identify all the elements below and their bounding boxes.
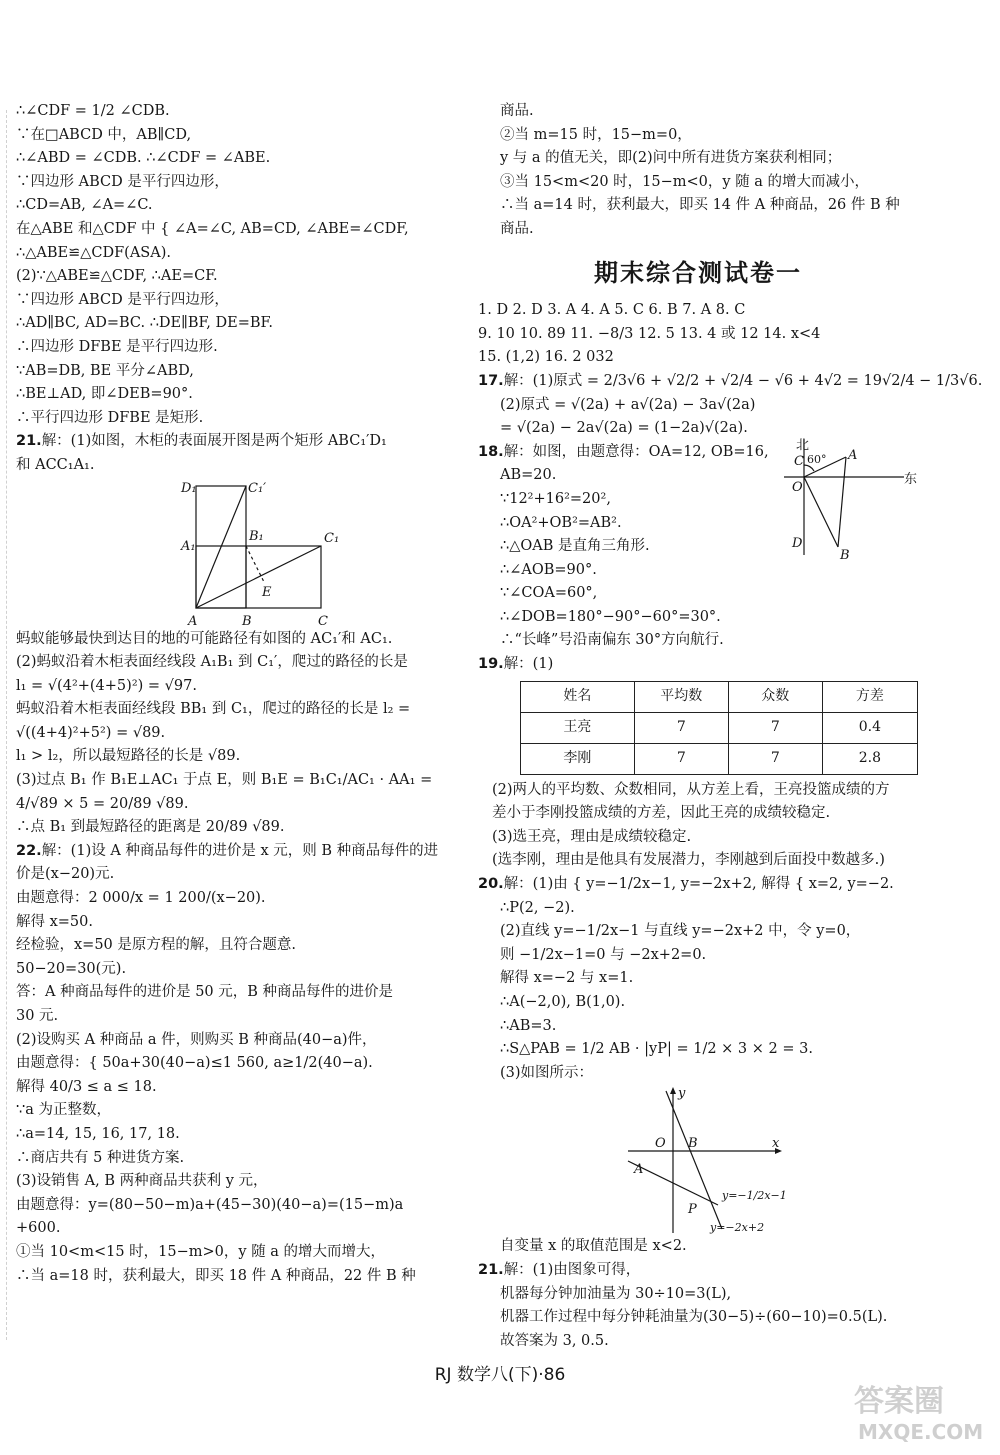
figure-label: C₁′ [248, 480, 267, 496]
text-line: 由题意得：2 000/x = 1 200/(x−20). [16, 890, 266, 907]
text-line: 由题意得：{ 50a+30(40−a)≤1 560, a≥1/2(40−a). [16, 1055, 373, 1072]
text-line: ∴△OAB 是直角三角形. [500, 538, 650, 555]
figure-label: y=−2x+2 [710, 1221, 765, 1235]
text-line: (2)两人的平均数、众数相同，从方差上看，王亮投篮成绩的方 [492, 781, 890, 798]
text-line: y 与 a 的值无关，即(2)问中所有进货方案获利相同； [500, 150, 842, 167]
text-line: 机器工作过程中每分钟耗油量为(30−5)÷(60−10)=0.5(L). [500, 1309, 888, 1326]
text-line: AB=20. [500, 467, 557, 484]
text-line: ∵∠COA=60°, [500, 585, 598, 602]
text-line: (2)∵△ABE≌△CDF, ∴AE=CF. [16, 268, 218, 285]
table-cell: 王亮 [521, 712, 635, 743]
table-header: 方差 [822, 681, 917, 712]
text-line: ∴OA²+OB²=AB². [500, 514, 622, 531]
text-line: (3)如图所示： [500, 1064, 594, 1081]
text-line: ∴S△PAB = 1/2 AB · |yP| = 1/2 × 3 × 2 = 3. [500, 1041, 813, 1058]
text-line: 经检验，x=50 是原方程的解，且符合题意. [16, 937, 296, 954]
question-number: 20. [478, 876, 504, 893]
figure-label: A [188, 613, 198, 629]
figure-label: A [848, 447, 858, 463]
question-number: 18. [478, 443, 504, 460]
text-line: ∵12²+16²=20², [500, 490, 611, 507]
text-line: l₁ = √(4²+(4+5)²) = √97. [16, 677, 197, 694]
text-line: (2)设购买 A 种商品 a 件，则购买 B 种商品(40−a)件， [16, 1031, 377, 1048]
text-line: ∴点 B₁ 到最短路径的距离是 20/89 √89. [16, 819, 285, 836]
question-21 [16, 430, 462, 454]
answer-line: 15. (1,2) 16. 2 032 [478, 349, 614, 366]
text-line: 解得 40/3 ≤ a ≤ 18. [16, 1078, 157, 1095]
table-cell: 0.4 [822, 712, 917, 743]
text-line: √((4+4)²+5²) = √89. [16, 724, 166, 741]
text-line: ∵四边形 ABCD 是平行四边形， [16, 291, 229, 308]
watermark-text: 答案圈 [854, 1384, 944, 1419]
text-line: 商品. [500, 220, 534, 237]
text-line: ∴∠DOB=180°−90°−60°=30°. [500, 608, 721, 625]
text-line: (3)选王亮，理由是成绩较稳定. [492, 828, 692, 845]
text-line: ∴△ABE≌△CDF(ASA). [16, 244, 171, 261]
question-18-block [478, 437, 918, 653]
text-line: 解：(1) [503, 656, 554, 673]
text-line: ∴AD∥BC, AD=BC. ∴DE∥BF, DE=BF. [16, 315, 273, 332]
text-line: ∵在□ABCD 中，AB∥CD, [16, 126, 192, 143]
table-row [521, 743, 918, 774]
table-header: 众数 [728, 681, 822, 712]
figure-label: 60° [807, 452, 827, 466]
text-line: 和 ACC₁A₁. [16, 456, 95, 473]
question-number: 19. [478, 656, 504, 673]
question-22 [16, 840, 462, 864]
text-line: ∴“长峰”号沿南偏东 30°方向航行. [500, 632, 724, 649]
text-line: = √(2a) − 2a√(2a) = (1−2a)√(2a). [500, 420, 748, 437]
text-line: 解：如图，由题意得：OA=12, OB=16, [503, 443, 769, 460]
text-line: ∴AB=3. [500, 1017, 557, 1034]
linear-functions-graph [478, 1085, 918, 1235]
binding-margin-line [6, 110, 9, 1340]
figure-label: D₁ [181, 480, 197, 496]
figure-label: B [688, 1136, 698, 1152]
text-line: 30 元. [16, 1008, 59, 1024]
text-line: 则 −1/2x−1=0 与 −2x+2=0. [500, 946, 707, 963]
text-line: ∴四边形 DFBE 是平行四边形. [16, 338, 218, 355]
question-number: 22. [16, 842, 42, 859]
text-line: 价是(x−20)元. [16, 866, 115, 883]
figure-label: P [688, 1202, 697, 1218]
left-column [16, 100, 462, 1288]
text-line: 故答案为 3, 0.5. [500, 1332, 609, 1349]
navigation-figure [776, 435, 926, 565]
text-line: 4/√89 × 5 = 20/89 √89. [16, 795, 189, 812]
text-line: 解：(1)设 A 种商品每件的进价是 x 元，则 B 种商品每件的进 [41, 842, 439, 859]
text-line: +600. [16, 1220, 61, 1237]
figure-label: E [262, 584, 272, 600]
text-line: ∴CD=AB, ∠A=∠C. [16, 197, 153, 214]
figure-label: A₁ [181, 538, 196, 554]
figure-label: A [634, 1162, 644, 1178]
shooting-stats-table [520, 681, 918, 775]
watermark-logo [840, 1372, 990, 1452]
figure-label: B [242, 613, 252, 629]
text-line: (3)过点 B₁ 作 B₁E⊥AC₁ 于点 E，则 B₁E = B₁C₁/AC₁ · AA₁ = [16, 772, 433, 789]
figure-label: y [678, 1086, 686, 1102]
text-line: ②当 m=15 时，15−m=0， [500, 126, 692, 143]
table-cell: 7 [728, 712, 822, 743]
text-line: (2)蚂蚁沿着木柜表面经线段 A₁B₁ 到 C₁′，爬过的路径的长是 [16, 654, 408, 671]
figure-label: C [318, 613, 328, 629]
figure-label: B₁ [249, 528, 264, 544]
text-line: ∴平行四边形 DFBE 是矩形. [16, 409, 204, 426]
text-line: 蚂蚁能够最快到达目的地的可能路径有如图的 AC₁′和 AC₁. [16, 630, 393, 647]
text-line: ③当 15<m<20 时，15−m<0，y 随 a 的增大而减小， [500, 173, 870, 190]
figure-label: B [840, 547, 850, 563]
table-cell: 7 [634, 743, 728, 774]
text-line: l₁ > l₂，所以最短路径的长是 √89. [16, 748, 241, 765]
figure-label: y=−1/2x−1 [722, 1189, 787, 1203]
question-number: 21. [16, 433, 42, 450]
text-line: 由题意得：y=(80−50−m)a+(45−30)(40−a)=(15−m)a [16, 1196, 404, 1213]
table-header: 平均数 [634, 681, 728, 712]
table-cell: 7 [728, 743, 822, 774]
text-line: 在△ABE 和△CDF 中 { ∠A=∠C, AB=CD, ∠ABE=∠CDF, [16, 220, 409, 237]
text-line: ∴BE⊥AD, 即∠DEB=90°. [16, 386, 193, 403]
question-number: 21. [478, 1261, 504, 1278]
text-line: ∴∠ABD = ∠CDB. ∴∠CDF = ∠ABE. [16, 150, 271, 167]
text-line: ①当 10<m<15 时，15−m>0，y 随 a 的增大而增大， [16, 1243, 386, 1260]
text-line: ∴当 a=14 时，获利最大，即买 14 件 A 种商品，26 件 B 种 [500, 197, 900, 214]
text-line: ∴商店共有 5 种进货方案. [16, 1149, 185, 1166]
figure-label: C₁ [324, 530, 340, 546]
text-line: (选李刚，理由是他具有发展潜力，李刚越到后面投中数越多.) [492, 852, 885, 869]
question-17 [478, 370, 983, 394]
question-number: 17. [478, 372, 504, 389]
text-line: (2)直线 y=−1/2x−1 与直线 y=−2x+2 中，令 y=0， [500, 923, 861, 940]
answer-line: 1. D 2. D 3. A 4. A 5. C 6. B 7. A 8. C [478, 302, 746, 319]
text-line: 50−20=30(元). [16, 960, 127, 977]
text-line: ∵四边形 ABCD 是平行四边形， [16, 173, 229, 190]
text-line: 解得 x=−2 与 x=1. [500, 970, 634, 987]
text-line: 解：(1)如图，木柜的表面展开图是两个矩形 ABC₁′D₁ [41, 433, 387, 450]
text-line: 机器每分钟加油量为 30÷10=3(L), [500, 1285, 732, 1302]
figure-label: 东 [904, 471, 918, 487]
question-21 [478, 1259, 918, 1283]
text-line: ∵AB=DB, BE 平分∠ABD, [16, 362, 194, 379]
figure-label: D [792, 535, 803, 551]
text-line: 商品. [500, 103, 534, 119]
text-line: ∴∠CDF = 1/2 ∠CDB. [16, 103, 170, 119]
figure-label: O [655, 1136, 666, 1152]
text-line: ∴∠AOB=90°. [500, 561, 597, 578]
text-line: (3)设销售 A, B 两种商品共获利 y 元， [16, 1173, 268, 1190]
table-row [521, 712, 918, 743]
text-line: ∴A(−2,0), B(1,0). [500, 994, 626, 1010]
page-footer: RJ 数学八(下)·86 [434, 1365, 566, 1385]
text-line: 解：(1)原式 = 2/3√6 + √2/2 + √2/4 − √6 + 4√2 = 19√2/4 − 1/3√6. [503, 372, 983, 389]
answer-line: 9. 10 10. 89 11. −8/3 12. 5 13. 4 或 12 14. x<4 [478, 325, 821, 342]
table-header: 姓名 [521, 681, 635, 712]
table-header-row [521, 681, 918, 712]
text-line: ∴当 a=18 时，获利最大，即买 18 件 A 种商品，22 件 B 种 [16, 1267, 416, 1284]
text-line: 解：(1)由图象可得， [503, 1261, 641, 1278]
text-line: 差小于李刚投篮成绩的方差，因此王亮的成绩较稳定. [492, 805, 831, 822]
right-column [478, 100, 983, 1353]
text-line: 答：A 种商品每件的进价是 50 元，B 种商品每件的进价是 [16, 984, 394, 1001]
text-line: 解：(1)由 { y=−1/2x−1, y=−2x+2, 解得 { x=2, y=−2. [503, 876, 894, 893]
figure-label: x [772, 1136, 780, 1152]
table-cell: 2.8 [822, 743, 917, 774]
table-cell: 7 [634, 712, 728, 743]
text-line: (2)原式 = √(2a) + a√(2a) − 3a√(2a) [500, 396, 756, 413]
watermark-url: MXQE.COM [858, 1420, 984, 1444]
section-title: 期末综合测试卷一 [594, 258, 802, 287]
text-line: ∴P(2, −2). [500, 899, 575, 916]
text-line: 蚂蚁沿着木柜表面经线段 BB₁ 到 C₁，爬过的路径的长是 l₂ = [16, 701, 411, 718]
figure-label: O [792, 479, 803, 495]
question-20 [478, 873, 918, 897]
text-line: ∴a=14, 15, 16, 17, 18. [16, 1125, 180, 1142]
cabinet-net-figure [16, 478, 462, 628]
text-line: 解得 x=50. [16, 913, 93, 930]
text-line: 自变量 x 的取值范围是 x<2. [500, 1238, 687, 1255]
figure-label: C [794, 453, 804, 469]
figure-label: 北 [796, 437, 810, 453]
question-19 [478, 653, 918, 677]
table-cell: 李刚 [521, 743, 635, 774]
text-line: ∵a 为正整数， [16, 1102, 111, 1119]
